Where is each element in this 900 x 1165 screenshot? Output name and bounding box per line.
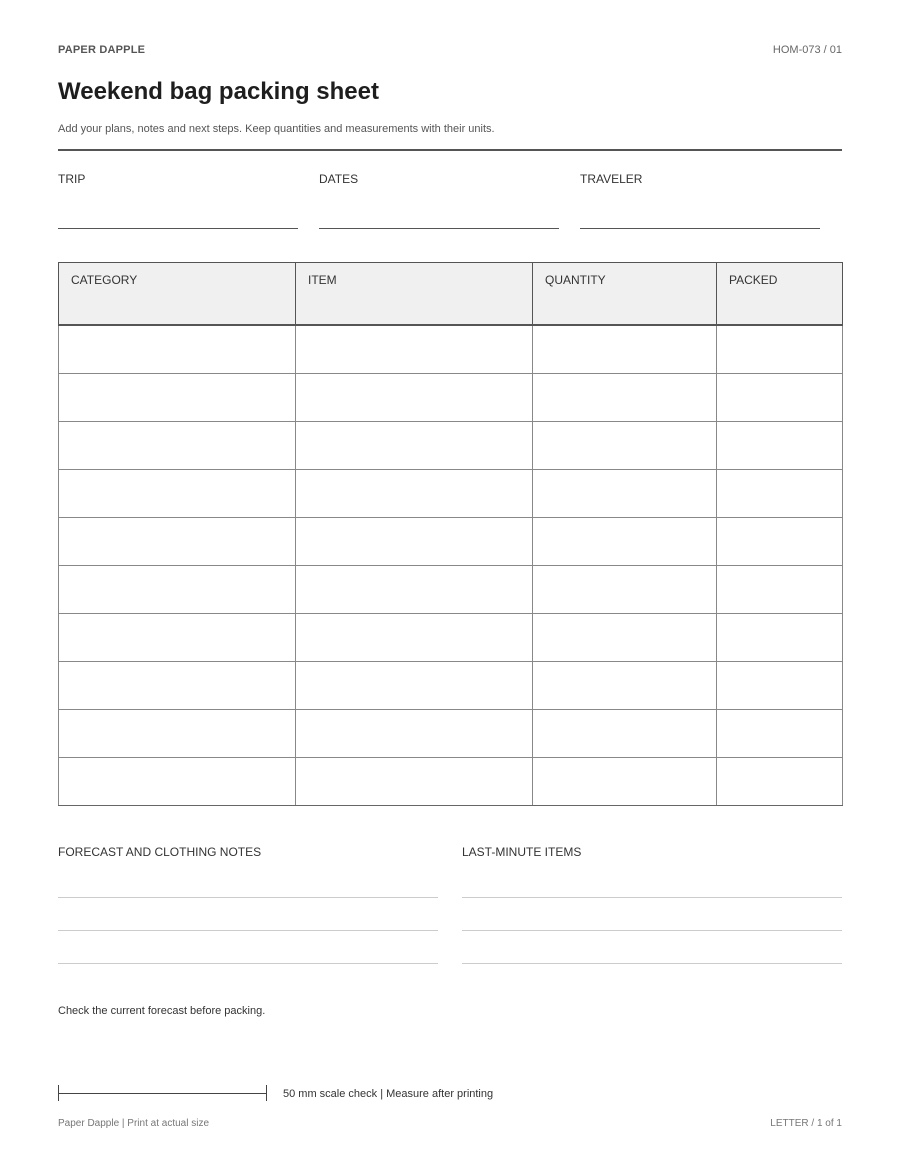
cell-category[interactable] xyxy=(59,373,296,421)
cell-quantity[interactable] xyxy=(533,373,717,421)
table-row xyxy=(59,757,843,805)
cell-category[interactable] xyxy=(59,517,296,565)
page-subtitle: Add your plans, notes and next steps. Keep quantities and measurements with their units. xyxy=(58,123,495,135)
table-row xyxy=(59,517,843,565)
cell-item[interactable] xyxy=(296,517,533,565)
cell-category[interactable] xyxy=(59,469,296,517)
scale-bar-line xyxy=(58,1093,267,1094)
table-row xyxy=(59,325,843,374)
scale-check-label: 50 mm scale check | Measure after printing xyxy=(283,1088,494,1100)
trip-field[interactable] xyxy=(58,228,298,229)
cell-item[interactable] xyxy=(296,565,533,613)
cell-item[interactable] xyxy=(296,709,533,757)
cell-item[interactable] xyxy=(296,373,533,421)
traveler-label: TRAVELER xyxy=(580,172,643,186)
cell-quantity[interactable] xyxy=(533,661,717,709)
forecast-note-line[interactable] xyxy=(58,930,438,931)
last-minute-items-label: LAST-MINUTE ITEMS xyxy=(462,845,582,859)
table-row xyxy=(59,421,843,469)
table-row xyxy=(59,373,843,421)
table-row xyxy=(59,565,843,613)
cell-quantity[interactable] xyxy=(533,565,717,613)
dates-label: DATES xyxy=(319,172,359,186)
table-row xyxy=(59,661,843,709)
forecast-note-line[interactable] xyxy=(58,897,438,898)
cell-packed[interactable] xyxy=(717,661,843,709)
cell-category[interactable] xyxy=(59,565,296,613)
table-row xyxy=(59,613,843,661)
brand-name: PAPER DAPPLE xyxy=(58,44,146,56)
cell-packed[interactable] xyxy=(717,469,843,517)
cell-packed[interactable] xyxy=(717,757,843,805)
cell-item[interactable] xyxy=(296,325,533,374)
cell-packed[interactable] xyxy=(717,613,843,661)
cell-packed[interactable] xyxy=(717,325,843,374)
cell-item[interactable] xyxy=(296,469,533,517)
scale-bar xyxy=(58,1085,267,1101)
cell-category[interactable] xyxy=(59,325,296,374)
last-minute-note-line[interactable] xyxy=(462,930,842,931)
footer-print-note: Paper Dapple | Print at actual size xyxy=(58,1118,210,1129)
document-id: HOM-073 / 01 xyxy=(772,44,842,56)
table-row xyxy=(59,709,843,757)
footer-page-info: LETTER / 1 of 1 xyxy=(770,1118,842,1129)
column-header-quantity: QUANTITY xyxy=(533,263,717,325)
header-divider xyxy=(58,149,842,151)
cell-quantity[interactable] xyxy=(533,613,717,661)
cell-quantity[interactable] xyxy=(533,517,717,565)
dates-field[interactable] xyxy=(319,228,559,229)
cell-category[interactable] xyxy=(59,421,296,469)
page-title: Weekend bag packing sheet xyxy=(58,78,379,105)
cell-item[interactable] xyxy=(296,421,533,469)
packing-table xyxy=(58,262,843,806)
cell-packed[interactable] xyxy=(717,373,843,421)
traveler-field[interactable] xyxy=(580,228,820,229)
cell-packed[interactable] xyxy=(717,517,843,565)
cell-packed[interactable] xyxy=(717,565,843,613)
cell-quantity[interactable] xyxy=(533,469,717,517)
column-header-category: CATEGORY xyxy=(59,263,296,325)
cell-item[interactable] xyxy=(296,757,533,805)
column-header-item: ITEM xyxy=(296,263,533,325)
cell-category[interactable] xyxy=(59,661,296,709)
last-minute-note-line[interactable] xyxy=(462,963,842,964)
cell-category[interactable] xyxy=(59,613,296,661)
cell-quantity[interactable] xyxy=(533,325,717,374)
forecast-notes-label: FORECAST AND CLOTHING NOTES xyxy=(58,845,262,859)
table-header-row xyxy=(59,263,843,325)
forecast-note-line[interactable] xyxy=(58,963,438,964)
table-row xyxy=(59,469,843,517)
cell-category[interactable] xyxy=(59,709,296,757)
cell-packed[interactable] xyxy=(717,709,843,757)
cell-quantity[interactable] xyxy=(533,757,717,805)
forecast-footnote: Check the current forecast before packing. xyxy=(58,1005,266,1017)
cell-category[interactable] xyxy=(59,757,296,805)
last-minute-note-line[interactable] xyxy=(462,897,842,898)
column-header-packed: PACKED xyxy=(717,263,843,325)
trip-label: TRIP xyxy=(58,172,86,186)
scale-bar-right-tick xyxy=(266,1085,267,1101)
cell-item[interactable] xyxy=(296,661,533,709)
cell-quantity[interactable] xyxy=(533,709,717,757)
cell-quantity[interactable] xyxy=(533,421,717,469)
cell-packed[interactable] xyxy=(717,421,843,469)
cell-item[interactable] xyxy=(296,613,533,661)
